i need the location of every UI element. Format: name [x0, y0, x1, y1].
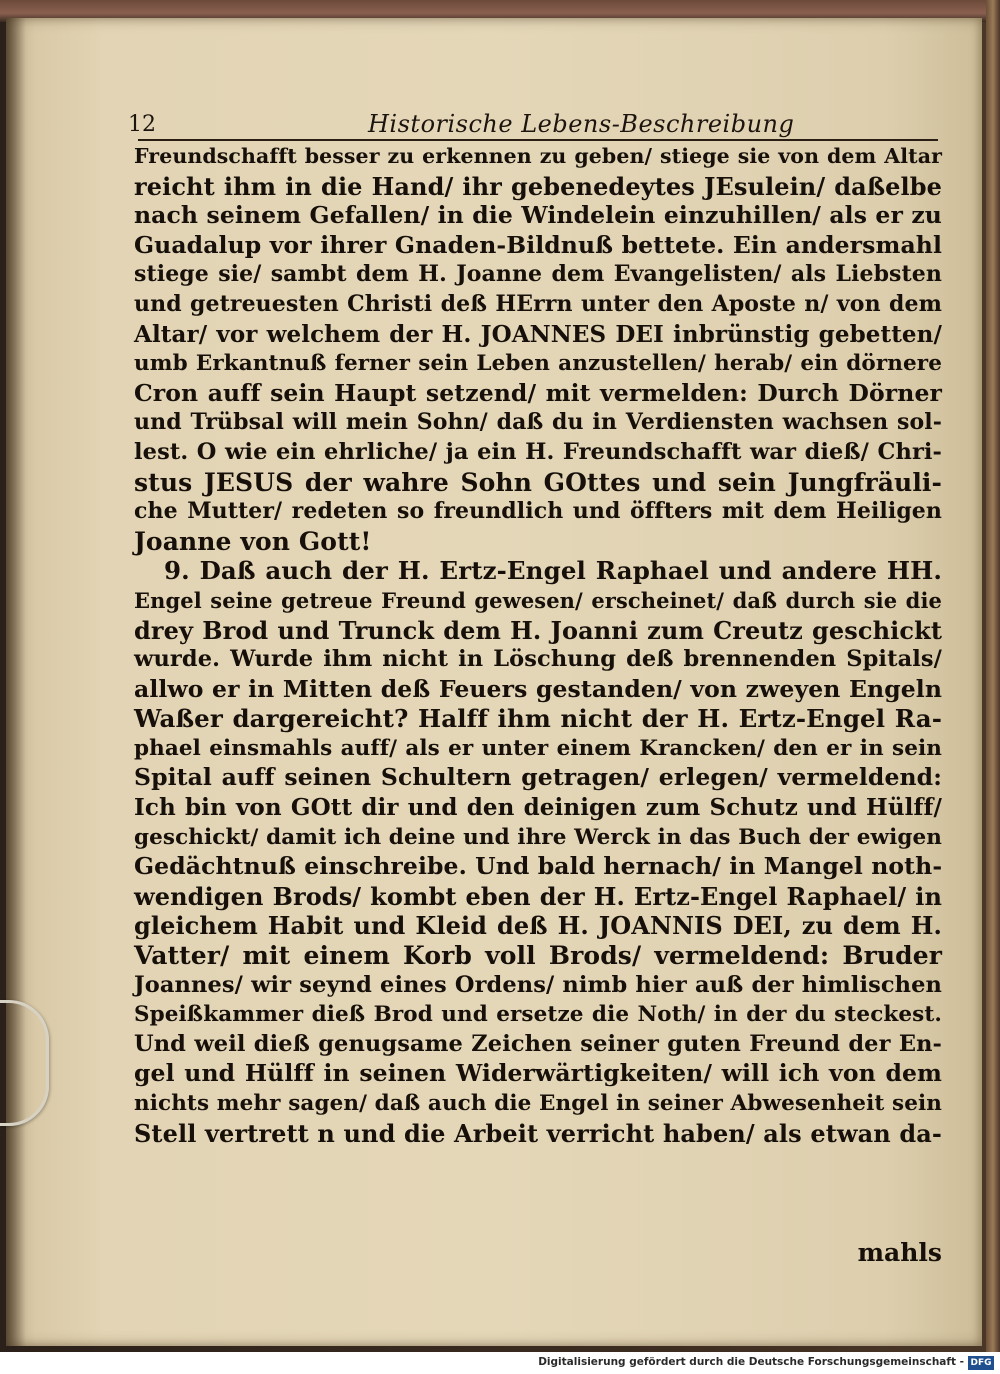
- text-line: Joanne von Gott!: [134, 526, 372, 556]
- gutter-shadow: [6, 18, 26, 1346]
- cover-right-edge: [986, 0, 1000, 1352]
- text-line: phael einsmahls auff/ als er unter einem Krancken/ den er in sein: [134, 735, 942, 761]
- text-line: Stell vertrett n und die Arbeit verricht haben/ als etwan da-: [134, 1118, 942, 1148]
- text-line: gleichem Habit und Kleid deß H. JOANNIS DEI, zu dem H.: [134, 911, 942, 941]
- text-line: und Trübsal will mein Sohn/ daß du in Verdiensten wachsen sol-: [134, 409, 942, 436]
- text-line: gel und Hülff in seinen Widerwärtigkeiten/ will ich von dem: [134, 1059, 942, 1088]
- text-line: lest. O wie ein ehrliche/ ja ein H. Freundschafft war dieß/ Chri-: [134, 438, 942, 465]
- text-line: allwo er in Mitten deß Feuers gestanden/ von zweyen Engeln: [134, 674, 942, 703]
- paragraph-start: 9. Daß auch der H. Ertz-Engel Raphael und andere HH.: [164, 556, 942, 586]
- catchword: mahls: [857, 1238, 942, 1267]
- digitization-footer: [0, 1352, 1000, 1374]
- text-line: Gedächtnuß einschreibe. Und bald hernach/ in Mangel noth-: [134, 852, 943, 881]
- text-line: wurde. Wurde ihm nicht in Löschung deß brennenden Spitals/: [134, 646, 942, 673]
- text-line: und getreuesten Christi deß HErrn unter den Aposte n/ von dem: [134, 290, 942, 317]
- text-line: wendigen Brods/ kombt eben der H. Ertz-Engel Raphael/ in: [134, 881, 942, 911]
- footer-credit: Digitalisierung gefördert durch die Deutsche Forschungsgemeinschaft -: [538, 1356, 964, 1368]
- running-head: Historische Lebens-Beschreibung: [368, 110, 795, 138]
- text-line: geschickt/ damit ich deine und ihre Werck in das Buch der ewigen: [134, 824, 942, 850]
- header-rule: [138, 139, 938, 141]
- page-clasp: [0, 1000, 49, 1126]
- text-line: stus JESUS der wahre Sohn GOttes und sein Jungfräuli-: [134, 467, 942, 497]
- text-line: Guadalup vor ihrer Gnaden-Bildnuß bettete. Ein andersmahl: [134, 230, 942, 259]
- text-line: Joannes/ wir seynd eines Ordens/ nimb hier auß der himlischen: [134, 971, 942, 998]
- text-line: Speißkammer dieß Brod und ersetze die Noth/ in der du steckest.: [134, 1002, 942, 1028]
- text-line: Spital auff seinen Schultern getragen/ erlegen/ vermeldend:: [134, 763, 942, 792]
- text-line: Waßer dargereicht? Halff ihm nicht der H. Ertz-Engel Ra-: [134, 704, 942, 734]
- page-header: [118, 104, 938, 144]
- text-line: nichts mehr sagen/ daß auch die Engel in seiner Abwesenheit sein: [134, 1091, 942, 1116]
- text-line: Engel seine getreue Freund gewesen/ erscheinet/ daß durch sie die: [134, 587, 942, 613]
- text-line: che Mutter/ redeten so freundlich und öffters mit dem Heiligen: [134, 498, 942, 525]
- text-line: Cron auff sein Haupt setzend/ mit vermelden: Durch Dörner: [134, 378, 942, 407]
- page-number: 12: [128, 112, 156, 137]
- text-line: Altar/ vor welchem der H. JOANNES DEI inbrünstig gebetten/: [134, 320, 942, 348]
- dfg-logo: DFG: [968, 1356, 994, 1370]
- text-block: [134, 142, 942, 1148]
- text-line: reicht ihm in die Hand/ ihr gebenedeytes JEsulein/ daßelbe: [134, 171, 942, 201]
- text-line: Und weil dieß genugsame Zeichen seiner guten Freund der En-: [134, 1030, 942, 1057]
- text-line: nach seinem Gefallen/ in die Windelein einzuhillen/ als er zu: [134, 201, 942, 230]
- text-line: Ich bin von GOtt dir und den deinigen zum Schutz und Hülff/: [134, 794, 942, 822]
- text-line: drey Brod und Trunck dem H. Joanni zum Creutz geschickt: [134, 615, 942, 645]
- text-line: umb Erkantnuß ferner sein Leben anzustellen/ herab/ ein dörnere: [134, 351, 942, 377]
- text-line: Freundschafft besser zu erkennen zu geben/ stiege sie von dem Altar: [134, 144, 942, 168]
- text-line: stiege sie/ sambt dem H. Joanne dem Evangelisten/ als Liebsten: [134, 261, 942, 288]
- text-line: Vatter/ mit einem Korb voll Brods/ vermeldend: Bruder: [134, 941, 942, 971]
